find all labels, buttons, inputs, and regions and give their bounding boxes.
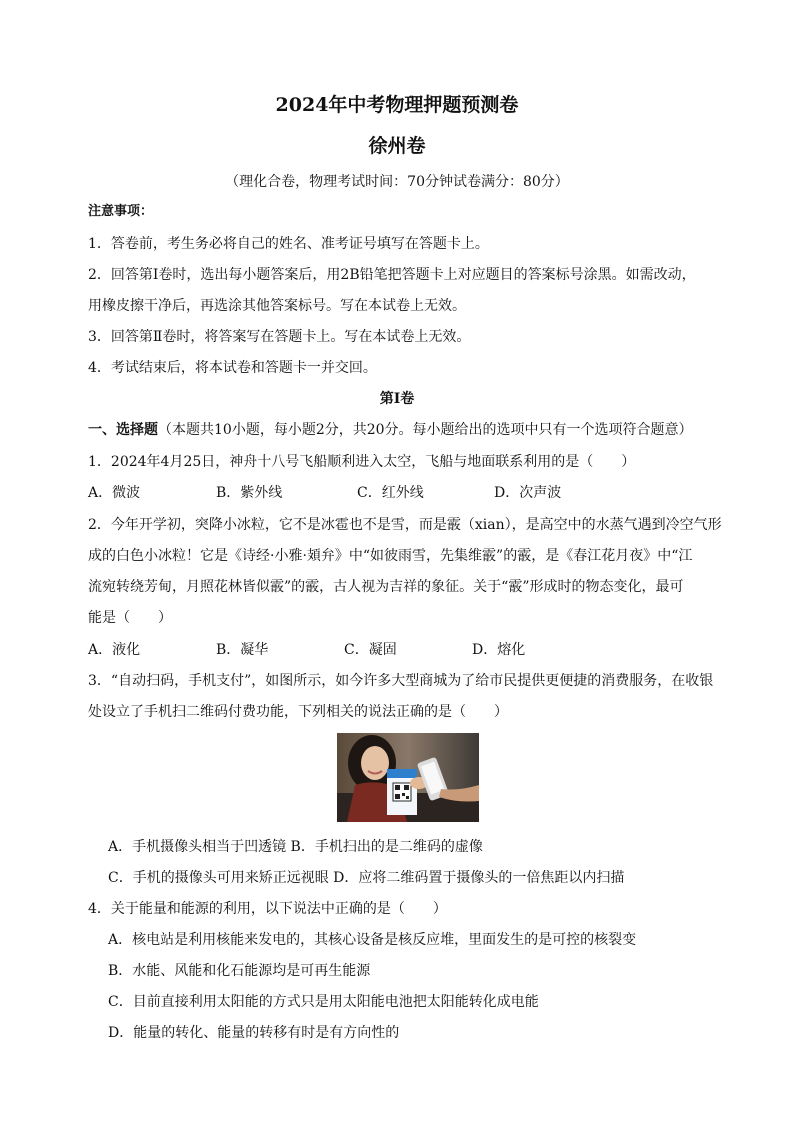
- question-2-line: 能是（ ）: [88, 610, 172, 626]
- question-4-option-c: C．目前直接利用太阳能的方式只是用太阳能电池把太阳能转化成电能: [108, 994, 539, 1010]
- question-4-stem: 4．关于能量和能源的利用，以下说法中正确的是（ ）: [88, 901, 447, 917]
- section-heading: [88, 421, 693, 439]
- notice-item: 2．回答第Ⅰ卷时，选出每小题答案后，用2B铅笔把答题卡上对应题目的答案标号涂黑。如需改动，: [88, 267, 696, 283]
- question-3-line: 处设立了手机扫二维码付费功能，下列相关的说法正确的是（ ）: [88, 704, 508, 720]
- volume-heading: 第Ⅰ卷: [379, 391, 415, 407]
- question-4-option-d: D．能量的转化、能量的转移有时是有方向性的: [108, 1025, 400, 1041]
- notice-item: 4．考试结束后，将本试卷和答题卡一并交回。: [88, 360, 377, 376]
- question-3-options-cd: C．手机的摄像头可用来矫正远视眼 D．应将二维码置于摄像头的一倍焦距以内扫描: [108, 870, 625, 886]
- question-2-line: 2．今年开学初，突降小冰粒，它不是冰雹也不是雪，而是霰（xian），是高空中的水蒸气遇到冷空气形: [88, 517, 722, 533]
- section-heading-label: 一、选择题: [88, 422, 158, 438]
- question-2-line: 成的白色小冰粒！它是《诗经·小雅·頍弁》中“如彼雨雪，先集维霰”的霰，是《春江花月夜》中“江: [88, 548, 693, 564]
- qr-payment-photo: [337, 733, 479, 822]
- exam-subtitle: 徐州卷: [368, 135, 426, 157]
- question-3-options-ab: A．手机摄像头相当于凹透镜 B．手机扫出的是二维码的虚像: [108, 839, 483, 855]
- question-1-option-a: A．微波: [88, 485, 141, 501]
- question-2-option-c: C．凝固: [344, 642, 397, 658]
- notice-heading: 注意事项：: [88, 204, 154, 219]
- question-2-line: 流宛转绕芳甸，月照花林皆似霰”的霰，古人视为吉祥的象征。关于“霰”形成时的物态变化，最可: [88, 579, 684, 595]
- question-4-option-a: A．核电站是利用核能来发电的，其核心设备是核反应堆，里面发生的是可控的核裂变: [108, 932, 637, 948]
- question-3-line: 3．“自动扫码，手机支付”，如图所示，如今许多大型商城为了给市民提供更便捷的消费服务，在收银: [88, 673, 714, 689]
- exam-title: 2024年中考物理押题预测卷: [275, 94, 519, 116]
- question-1-option-d: D．次声波: [494, 485, 562, 501]
- notice-item: 1．答卷前，考生务必将自己的姓名、准考证号填写在答题卡上。: [88, 236, 489, 252]
- exam-time-note: （理化合卷，物理考试时间：70分钟试卷满分：80分）: [225, 174, 569, 190]
- question-1-option-c: C．红外线: [357, 485, 424, 501]
- question-2-option-d: D．熔化: [472, 642, 526, 658]
- question-4-option-b: B．水能、风能和化石能源均是可再生能源: [108, 963, 371, 979]
- notice-item: 用橡皮擦干净后，再选涂其他答案标号。写在本试卷上无效。: [88, 298, 466, 314]
- notice-item: 3．回答第Ⅱ卷时，将答案写在答题卡上。写在本试卷上无效。: [88, 329, 471, 345]
- section-heading-rest: （本题共10小题，每小题2分，共20分。每小题给出的选项中只有一个选项符合题意）: [158, 422, 693, 438]
- question-2-option-b: B．凝华: [216, 642, 269, 658]
- question-1-option-b: B．紫外线: [216, 485, 283, 501]
- question-1-stem: 1．2024年4月25日，神舟十八号飞船顺利进入太空，飞船与地面联系利用的是（ ）: [88, 454, 636, 470]
- question-2-option-a: A．液化: [88, 642, 141, 658]
